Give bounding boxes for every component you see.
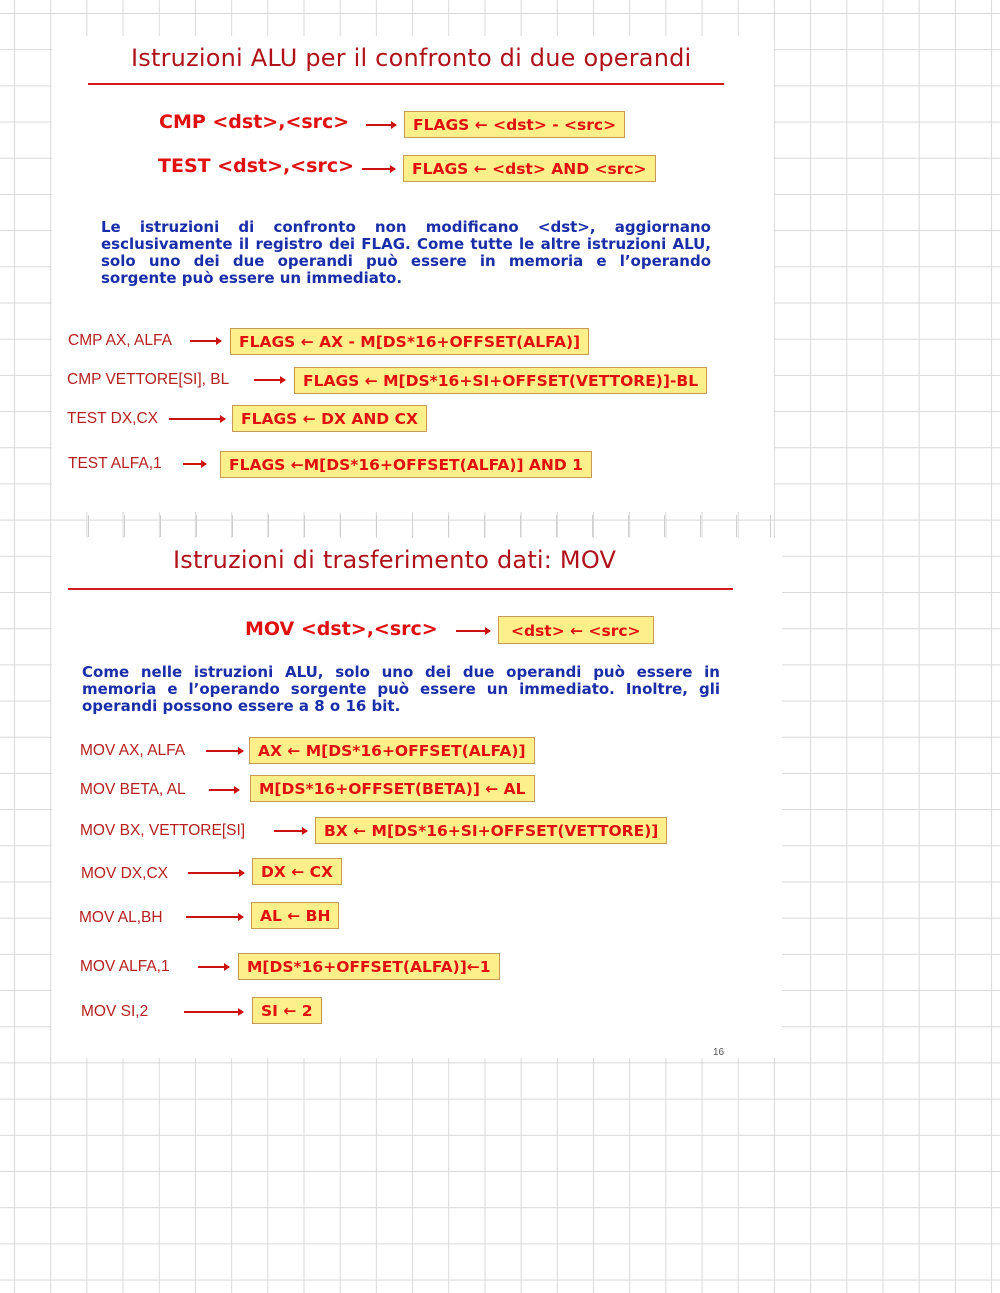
example-instr: TEST DX,CX xyxy=(67,410,159,427)
arrow-icon xyxy=(169,418,225,420)
arrow-icon xyxy=(254,379,285,381)
cmp-syntax: CMP <dst>,<src> xyxy=(159,111,350,133)
slide1-title-rule xyxy=(88,83,724,85)
example-effect-box: FLAGS ← DX AND CX xyxy=(232,405,427,432)
example-instr: MOV AL,BH xyxy=(79,909,163,926)
slide1-paragraph: Le istruzioni di confronto non modificano <dst>, aggiornano esclusivamente il registro dei FLAG. Come tutte le altre istruzioni ALU, solo uno dei due operandi può essere in memoria e l’operando sorgente può essere un immediato. xyxy=(101,218,711,287)
example-instr: MOV SI,2 xyxy=(81,1003,149,1020)
example-effect-box: SI ← 2 xyxy=(252,997,322,1024)
example-effect-box: FLAGS ← M[DS*16+SI+OFFSET(VETTORE)]-BL xyxy=(294,367,707,394)
arrow-icon xyxy=(209,789,239,791)
page-number: 16 xyxy=(713,1047,725,1058)
arrow-icon xyxy=(186,916,243,918)
example-instr: MOV ALFA,1 xyxy=(80,958,170,975)
arrow-icon xyxy=(206,750,243,752)
slide1-title: Istruzioni ALU per il confronto di due operandi xyxy=(131,44,692,72)
slide-separator xyxy=(52,512,782,538)
arrow-icon xyxy=(188,872,244,874)
example-instr: CMP AX, ALFA xyxy=(68,332,172,349)
example-effect-box: M[DS*16+OFFSET(BETA)] ← AL xyxy=(250,775,535,802)
example-effect-box: FLAGS ← AX - M[DS*16+OFFSET(ALFA)] xyxy=(230,328,589,355)
example-instr: MOV BX, VETTORE[SI] xyxy=(80,822,246,839)
cmp-effect-box: FLAGS ← <dst> - <src> xyxy=(404,111,625,138)
mov-syntax: MOV <dst>,<src> xyxy=(245,618,438,640)
test-effect-box: FLAGS ← <dst> AND <src> xyxy=(403,155,656,182)
arrow-icon xyxy=(366,124,396,126)
test-syntax: TEST <dst>,<src> xyxy=(158,155,355,177)
example-effect-box: BX ← M[DS*16+SI+OFFSET(VETTORE)] xyxy=(315,817,667,844)
arrow-icon xyxy=(190,340,221,342)
arrow-icon xyxy=(183,463,206,465)
slide2-paragraph: Come nelle istruzioni ALU, solo uno dei due operandi può essere in memoria e l’operando sorgente può essere un immediato. Inoltre, gli operandi possono essere a 8 o 16 bit. xyxy=(82,663,720,715)
arrow-icon xyxy=(456,630,490,632)
arrow-icon xyxy=(362,168,395,170)
arrow-icon xyxy=(184,1011,243,1013)
example-instr: MOV DX,CX xyxy=(81,865,168,882)
arrow-icon xyxy=(198,966,229,968)
example-effect-box: AL ← BH xyxy=(251,902,339,929)
slide2-title: Istruzioni di trasferimento dati: MOV xyxy=(173,546,617,574)
mov-effect-box: <dst> ← <src> xyxy=(498,616,654,644)
example-effect-box: DX ← CX xyxy=(252,858,342,885)
example-instr: TEST ALFA,1 xyxy=(68,455,162,472)
example-effect-box: M[DS*16+OFFSET(ALFA)]←1 xyxy=(238,953,500,980)
example-effect-box: FLAGS ←M[DS*16+OFFSET(ALFA)] AND 1 xyxy=(220,451,592,478)
slide2-title-rule xyxy=(68,588,733,590)
example-effect-box: AX ← M[DS*16+OFFSET(ALFA)] xyxy=(249,737,535,764)
example-instr: MOV BETA, AL xyxy=(80,781,186,798)
arrow-icon xyxy=(274,830,307,832)
example-instr: MOV AX, ALFA xyxy=(80,742,186,759)
example-instr: CMP VETTORE[SI], BL xyxy=(67,371,230,388)
